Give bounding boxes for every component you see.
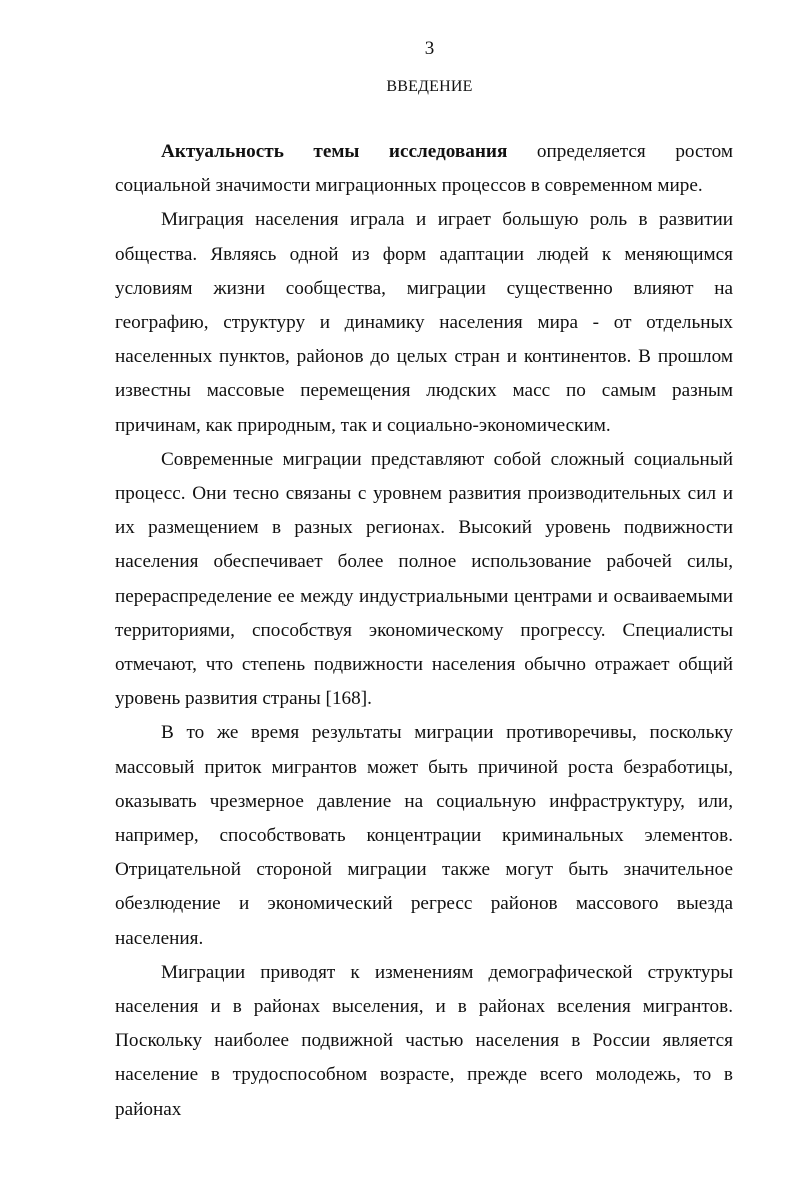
paragraph-4: В то же время результаты миграции противоречивы, поскольку массовый приток мигрантов может быть причиной роста безработицы, оказывать чрезмерное давление на социальную инфраструктуру, или, например, способствовать концентрации криминальных элементов. Отрицательной стороной миграции также могут быть значительное обезлюдение и экономический регресс районов массового выезда населения. <box>115 722 733 949</box>
page-number: 3 <box>424 38 435 59</box>
section-title: ВВЕДЕНИЕ <box>386 78 473 95</box>
paragraph-1-lead: Актуальность темы исследования <box>161 141 508 162</box>
paragraph-2: Миграция населения играла и играет большую роль в развитии общества. Являясь одной из форм адаптации людей к меняющимся условиям жизни сообщества, миграции существенно влияют на географию, структуру и динамику населения мира - от отдельных населенных пунктов, районов до целых стран и континентов. В прошлом известны массовые перемещения людских масс по самым разным причинам, как природным, так и социально-экономическим. <box>115 209 733 436</box>
document-body <box>115 135 733 1127</box>
paragraph-1-text: определяется ростом социальной значимости миграционных процессов в современном мире. <box>115 141 733 197</box>
paragraph-3: Современные миграции представляют собой сложный социальный процесс. Они тесно связаны с уровнем развития производительных сил и их размещением в разных регионах. Высокий уровень подвижности населения обеспечивает более полное использование рабочей силы, перераспределение ее между индустриальными центрами и осваиваемыми территориями, способствуя экономическому прогрессу. Специалисты отмечают, что степень подвижности населения обычно отражает общий уровень развития страны [168]. <box>115 448 733 710</box>
paragraph-5: Миграции приводят к изменениям демографической структуры населения и в районах выселения, и в районах вселения мигрантов. Поскольку наиболее подвижной частью населения в России является население в трудоспособном возрасте, прежде всего молодежь, то в районах <box>115 961 733 1120</box>
paragraph-1 <box>115 135 733 203</box>
